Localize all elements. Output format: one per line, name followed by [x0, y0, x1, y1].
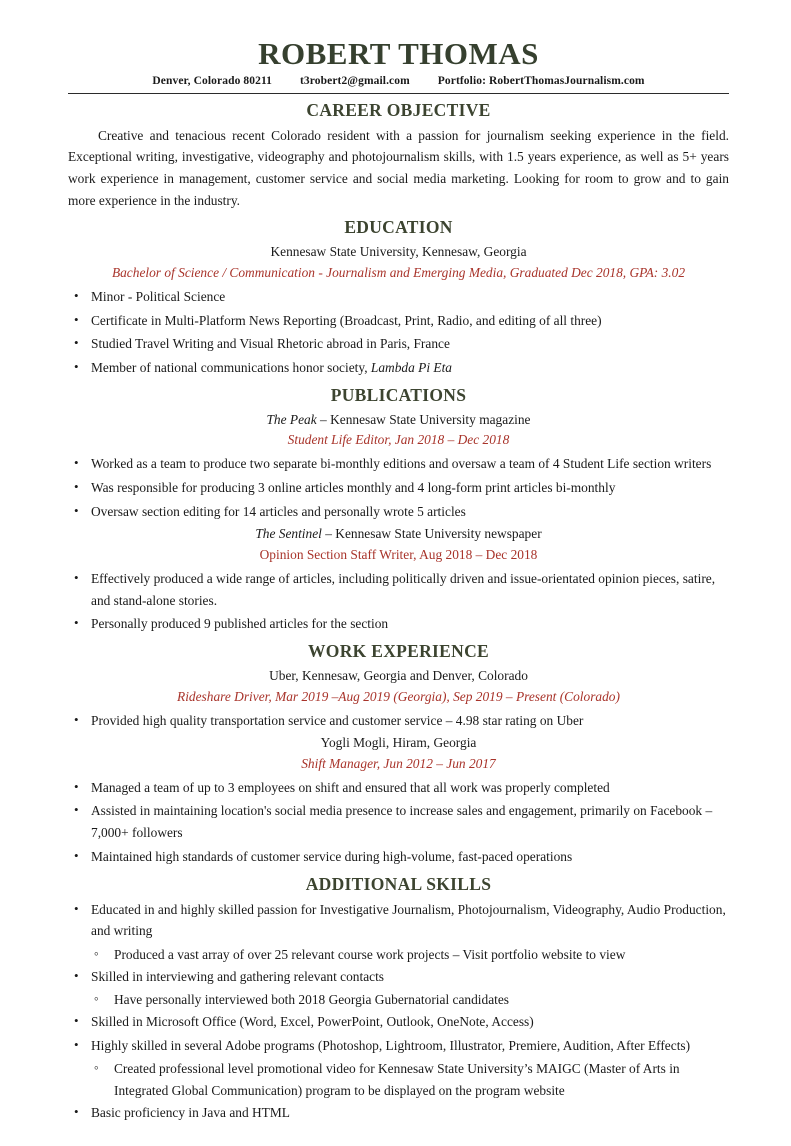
list-item: • Provided high quality transportation service and customer service – 4.98 star rating on Uber	[68, 710, 729, 732]
work-entry-uber	[68, 666, 729, 731]
section-heading-publications: PUBLICATIONS	[330, 384, 467, 405]
skills-sub-list	[68, 944, 729, 966]
sub-list-item: ◦ Created professional level promotional video for Kennesaw State University’s MAIGC (Master of Arts in Integrated Global Communication) program to be displayed on the program website	[68, 1058, 729, 1101]
work-role: Shift Manager, Jun 2012 – Jun 2017	[301, 755, 496, 771]
sub-list-item: ◦ Have personally interviewed both 2018 Georgia Gubernatorial candidates	[68, 989, 729, 1011]
publication-role: Student Life Editor, Jan 2018 – Dec 2018	[287, 432, 510, 448]
publication-descriptor: – Kennesaw State University newspaper	[321, 526, 542, 542]
work-role: Rideshare Driver, Mar 2019 –Aug 2019 (Georgia), Sep 2019 – Present (Colorado)	[177, 688, 620, 704]
honor-society-name: Lambda Pi Eta	[370, 360, 452, 375]
education-degree: Bachelor of Science / Communication - Journalism and Emerging Media, Graduated Dec 2018, GPA: 3.02	[111, 265, 686, 281]
work-bullet-list	[68, 777, 729, 868]
section-publications	[68, 385, 729, 635]
contact-line	[68, 75, 729, 87]
list-item: • Highly skilled in several Adobe programs (Photoshop, Lightroom, Illustrator, Premiere, Audition, After Effects)	[68, 1035, 729, 1057]
candidate-name: ROBERT THOMAS	[258, 36, 539, 71]
list-item: • Educated in and highly skilled passion for Investigative Journalism, Photojournalism, Videography, Audio Production, and writing	[68, 899, 729, 942]
list-item: • Maintained high standards of customer service during high-volume, fast-paced operations	[68, 846, 729, 868]
education-school: Kennesaw State University, Kennesaw, Georgia	[270, 244, 527, 260]
career-objective-paragraph: Creative and tenacious recent Colorado resident with a passion for journalism seeking experience in the field. Exceptional writing, investigative, videography and photojournalism skills, with 1.5 years experience, as well as 5+ years work experience in management, customer service and social media marketing. Looking for room to grow and to gain more experience in the industry.	[68, 127, 729, 208]
publication-name-line	[68, 524, 729, 545]
section-career-objective	[68, 100, 729, 212]
list-item: • Managed a team of up to 3 employees on shift and ensured that all work was properly completed	[68, 777, 729, 799]
list-item: • Certificate in Multi-Platform News Reporting (Broadcast, Print, Radio, and editing of all three)	[68, 310, 729, 332]
publication-bullet-list	[68, 453, 729, 522]
contact-location: Denver, Colorado 80211	[152, 74, 273, 87]
publication-descriptor: – Kennesaw State University magazine	[316, 411, 531, 427]
sub-list-item: ◦ Produced a vast array of over 25 relevant course work projects – Visit portfolio website to view	[68, 944, 729, 966]
skills-sub-list	[68, 1058, 729, 1101]
section-heading-education: EDUCATION	[344, 217, 453, 238]
publication-bullet-list	[68, 568, 729, 635]
work-bullet-list	[68, 710, 729, 732]
list-item: • Studied Travel Writing and Visual Rhetoric abroad in Paris, France	[68, 333, 729, 355]
section-work-experience	[68, 641, 729, 868]
section-additional-skills	[68, 874, 729, 1124]
work-entry-yogli-mogli	[68, 733, 729, 867]
list-item: • Skilled in interviewing and gathering relevant contacts	[68, 966, 729, 988]
list-item: • Skilled in Microsoft Office (Word, Excel, PowerPoint, Outlook, OneNote, Access)	[68, 1011, 729, 1033]
publication-entry-the-sentinel	[68, 524, 729, 635]
list-item: • Was responsible for producing 3 online articles monthly and 4 long-form print articles bi-monthly	[68, 477, 729, 499]
publication-title: The Peak	[266, 411, 317, 427]
list-item: • Minor - Political Science	[68, 286, 729, 308]
list-item: • Oversaw section editing for 14 articles and personally wrote 5 articles	[68, 501, 729, 523]
honor-society-prefix: Member of national communications honor society,	[91, 360, 371, 375]
list-item	[68, 357, 729, 379]
section-heading-career-objective: CAREER OBJECTIVE	[306, 99, 491, 120]
resume-header	[68, 38, 729, 94]
header-divider	[68, 93, 729, 94]
publication-title: The Sentinel	[255, 526, 322, 542]
work-employer: Yogli Mogli, Hiram, Georgia	[320, 735, 477, 751]
education-bullet-list	[68, 286, 729, 379]
list-item: • Effectively produced a wide range of articles, including politically driven and issue-orientated opinion pieces, satire, and stand-alone stories.	[68, 568, 729, 611]
skills-sub-list	[68, 989, 729, 1011]
list-item: • Worked as a team to produce two separate bi-monthly editions and oversaw a team of 4 Student Life section writers	[68, 453, 729, 475]
section-heading-work-experience: WORK EXPERIENCE	[308, 640, 489, 661]
section-education	[68, 217, 729, 378]
work-employer: Uber, Kennesaw, Georgia and Denver, Colorado	[269, 667, 528, 683]
list-item: • Basic proficiency in Java and HTML	[68, 1102, 729, 1124]
section-heading-additional-skills: ADDITIONAL SKILLS	[305, 873, 492, 894]
list-item: • Assisted in maintaining location's social media presence to increase sales and engagement, primarily on Facebook – 7,000+ followers	[68, 800, 729, 843]
publication-entry-the-peak	[68, 410, 729, 523]
skills-bullet-list	[68, 899, 729, 1124]
publication-role: Opinion Section Staff Writer, Aug 2018 – Dec 2018	[259, 547, 538, 563]
list-item: • Personally produced 9 published articles for the section	[68, 613, 729, 635]
publication-name-line	[68, 410, 729, 431]
contact-portfolio[interactable]: Portfolio: RobertThomasJournalism.com	[437, 74, 645, 87]
contact-email[interactable]: t3robert2@gmail.com	[300, 74, 410, 87]
